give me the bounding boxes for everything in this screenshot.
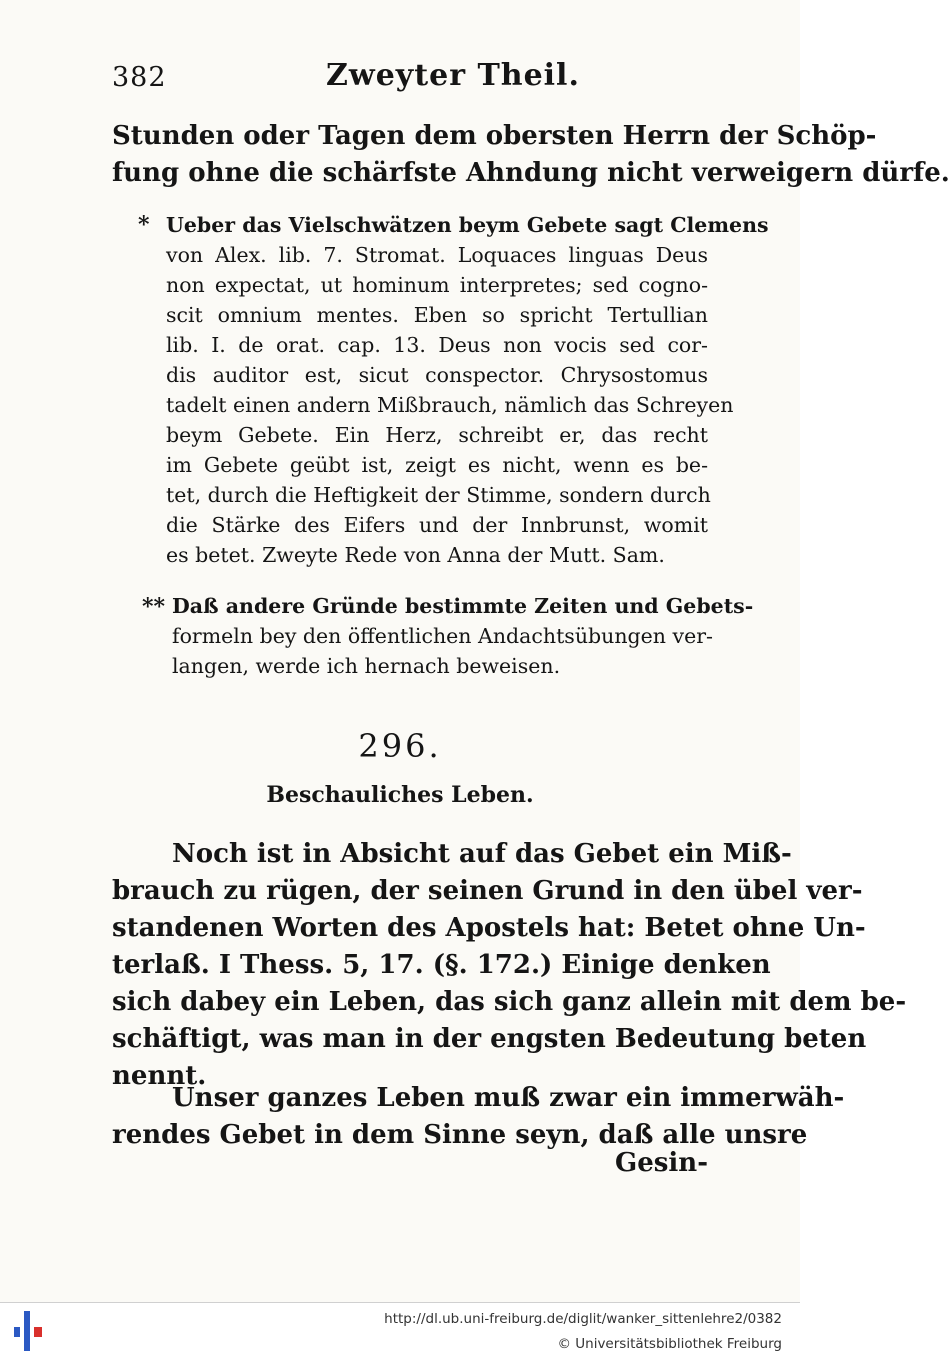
text-line: Unser ganzes Leben muß zwar ein immerwäh- — [172, 1083, 845, 1113]
footnote-line: tadelt einen andern Mißbrauch, nämlich das Schreyen — [166, 393, 734, 417]
text-line: standenen Worten des Apostels hat: Betet ohne Un- — [112, 913, 866, 943]
page-number: 382 — [112, 62, 167, 93]
footnote-line: lib. I. de orat. cap. 13. Deus non vocis sed cor- — [166, 333, 708, 357]
running-head: Zweyter Theil. — [326, 58, 580, 93]
footnote-line: von Alex. lib. 7. Stromat. Loquaces linguas Deus — [166, 243, 708, 267]
footnote-text — [172, 591, 754, 681]
catchword: Gesin- — [615, 1148, 708, 1178]
text-line: sich dabey ein Leben, das sich ganz allein mit dem be- — [112, 987, 907, 1017]
footnote-line: es betet. Zweyte Rede von Anna der Mutt. Sam. — [166, 543, 665, 567]
library-logo-icon — [14, 1311, 42, 1351]
footnote-marker: * — [138, 212, 150, 238]
copyright-notice: © Universitätsbibliothek Freiburg — [557, 1336, 782, 1352]
footnote-line: langen, werde ich hernach beweisen. — [172, 654, 561, 678]
footnote-line: scit omnium mentes. Eben so spricht Tertullian — [166, 303, 708, 327]
footnote-line: tet, durch die Heftigkeit der Stimme, sondern durch — [166, 483, 711, 507]
permalink-url[interactable]: http://dl.ub.uni-freiburg.de/diglit/wanker_sittenlehre2/0382 — [384, 1311, 782, 1327]
footer-bar — [0, 1302, 800, 1361]
footnote-line: non expectat, ut hominum interpretes; sed cogno- — [166, 273, 708, 297]
paragraph-2 — [112, 1080, 845, 1154]
footnote-text — [166, 210, 769, 570]
footnote-line: Ueber das Vielschwätzen beym Gebete sagt Clemens — [166, 213, 769, 237]
text-line: schäftigt, was man in der engsten Bedeutung beten — [112, 1024, 867, 1054]
page-header — [112, 58, 712, 98]
body-text-top — [112, 118, 950, 192]
text-line: terlaß. I Thess. 5, 17. (§. 172.) Einige denken — [112, 950, 771, 980]
footnote-line: beym Gebete. Ein Herz, schreibt er, das recht — [166, 423, 708, 447]
footnote-line: formeln bey den öffentlichen Andachtsübungen ver- — [172, 624, 713, 648]
text-line: Stunden oder Tagen dem obersten Herrn der Schöp- — [112, 121, 877, 151]
text-line: Noch ist in Absicht auf das Gebet ein Miß- — [172, 839, 792, 869]
section-title: Beschauliches Leben. — [266, 782, 534, 808]
text-line: fung ohne die schärfste Ahndung nicht verweigern dürfe. — [112, 158, 950, 188]
section-number: 296. — [358, 727, 442, 765]
paragraph-1 — [112, 836, 907, 1095]
text-line: rendes Gebet in dem Sinne seyn, daß alle unsre — [112, 1120, 808, 1150]
footnote-line: dis auditor est, sicut conspector. Chrysostomus — [166, 363, 708, 387]
text-line: brauch zu rügen, der seinen Grund in den übel ver- — [112, 876, 863, 906]
text-line: nennt. — [112, 1061, 207, 1091]
footnote-line: im Gebete geübt ist, zeigt es nicht, wenn es be- — [166, 453, 708, 477]
footnote-line: Daß andere Gründe bestimmte Zeiten und Gebets- — [172, 594, 754, 618]
footnote-marker: ** — [142, 594, 166, 620]
footnote-line: die Stärke des Eifers und der Innbrunst, womit — [166, 513, 708, 537]
